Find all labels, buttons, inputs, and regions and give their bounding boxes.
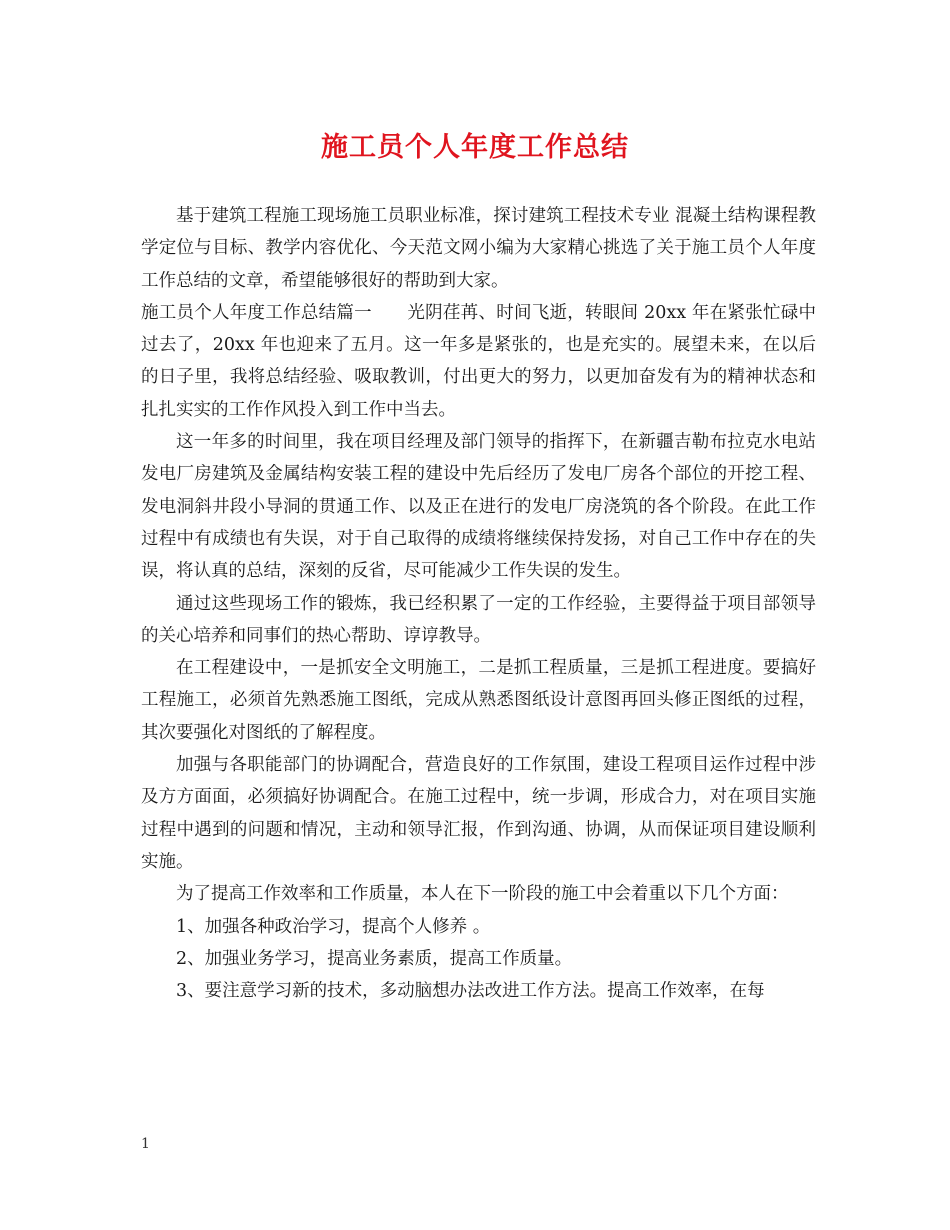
list-item: 3、要注意学习新的技术，多动脑想办法改进工作方法。提高工作效率，在每 <box>176 981 765 1002</box>
list-item: 1、加强各种政治学习，提高个人修养 。 <box>176 916 491 937</box>
paragraph-part-one: 施工员个人年度工作总结篇一 光阴荏苒、时间飞逝，转眼间 20xx 年在紧张忙碌中过去了，20xx 年也迎来了五月。这一年多是紧张的，也是充实的。展望未来，在以后的日子里，我将总结经验、吸取教训，付出更大的努力，以更加奋发有为的精神状态和扎扎实实的工作作风投入到工作中当去。 <box>141 302 816 420</box>
list-item: 2、加强业务学习，提高业务素质，提高工作质量。 <box>176 948 573 969</box>
document-body <box>141 200 816 1007</box>
page-number: 1 <box>141 1136 150 1152</box>
paragraph-coordination: 加强与各职能部门的协调配合，营造良好的工作氛围，建设工程项目运作过程中涉及方方面面，必须搞好协调配合。在施工过程中，统一步调，形成合力，对在项目实施过程中遇到的问题和情况，主动和领导汇报，作到沟通、协调，从而保证项目建设顺利实施。 <box>141 755 816 872</box>
paragraph-construction: 在工程建设中，一是抓安全文明施工，二是抓工程质量，三是抓工程进度。要搞好工程施工，必须首先熟悉施工图纸，完成从熟悉图纸设计意图再回头修正图纸的过程，其次要强化对图纸的了解程度。 <box>141 658 816 743</box>
paragraph-intro: 基于建筑工程施工现场施工员职业标准，探讨建筑工程技术专业 混凝土结构课程教学定位与目标、教学内容优化、今天范文网小编为大家精心挑选了关于施工员个人年度工作总结的文章，希望能够很好的帮助到大家。 <box>141 206 816 291</box>
paragraph-work-experience: 这一年多的时间里，我在项目经理及部门领导的指挥下，在新疆吉勒布拉克水电站发电厂房建筑及金属结构安装工程的建设中先后经历了发电厂房各个部位的开挖工程、发电洞斜井段小导洞的贯通工作、以及正在进行的发电厂房浇筑的各个阶段。在此工作过程中有成绩也有失误，对于自己取得的成绩将继续保持发扬，对自己工作中存在的失误，将认真的总结，深刻的反省，尽可能减少工作失误的发生。 <box>141 432 816 582</box>
paragraph-training: 通过这些现场工作的锻炼，我已经积累了一定的工作经验，主要得益于项目部领导的关心培养和同事们的热心帮助、谆谆教导。 <box>141 593 816 646</box>
page-title: 施工员个人年度工作总结 <box>321 132 629 163</box>
paragraph-improvement-intro: 为了提高工作效率和工作质量，本人在下一阶段的施工中会着重以下几个方面： <box>176 884 789 905</box>
